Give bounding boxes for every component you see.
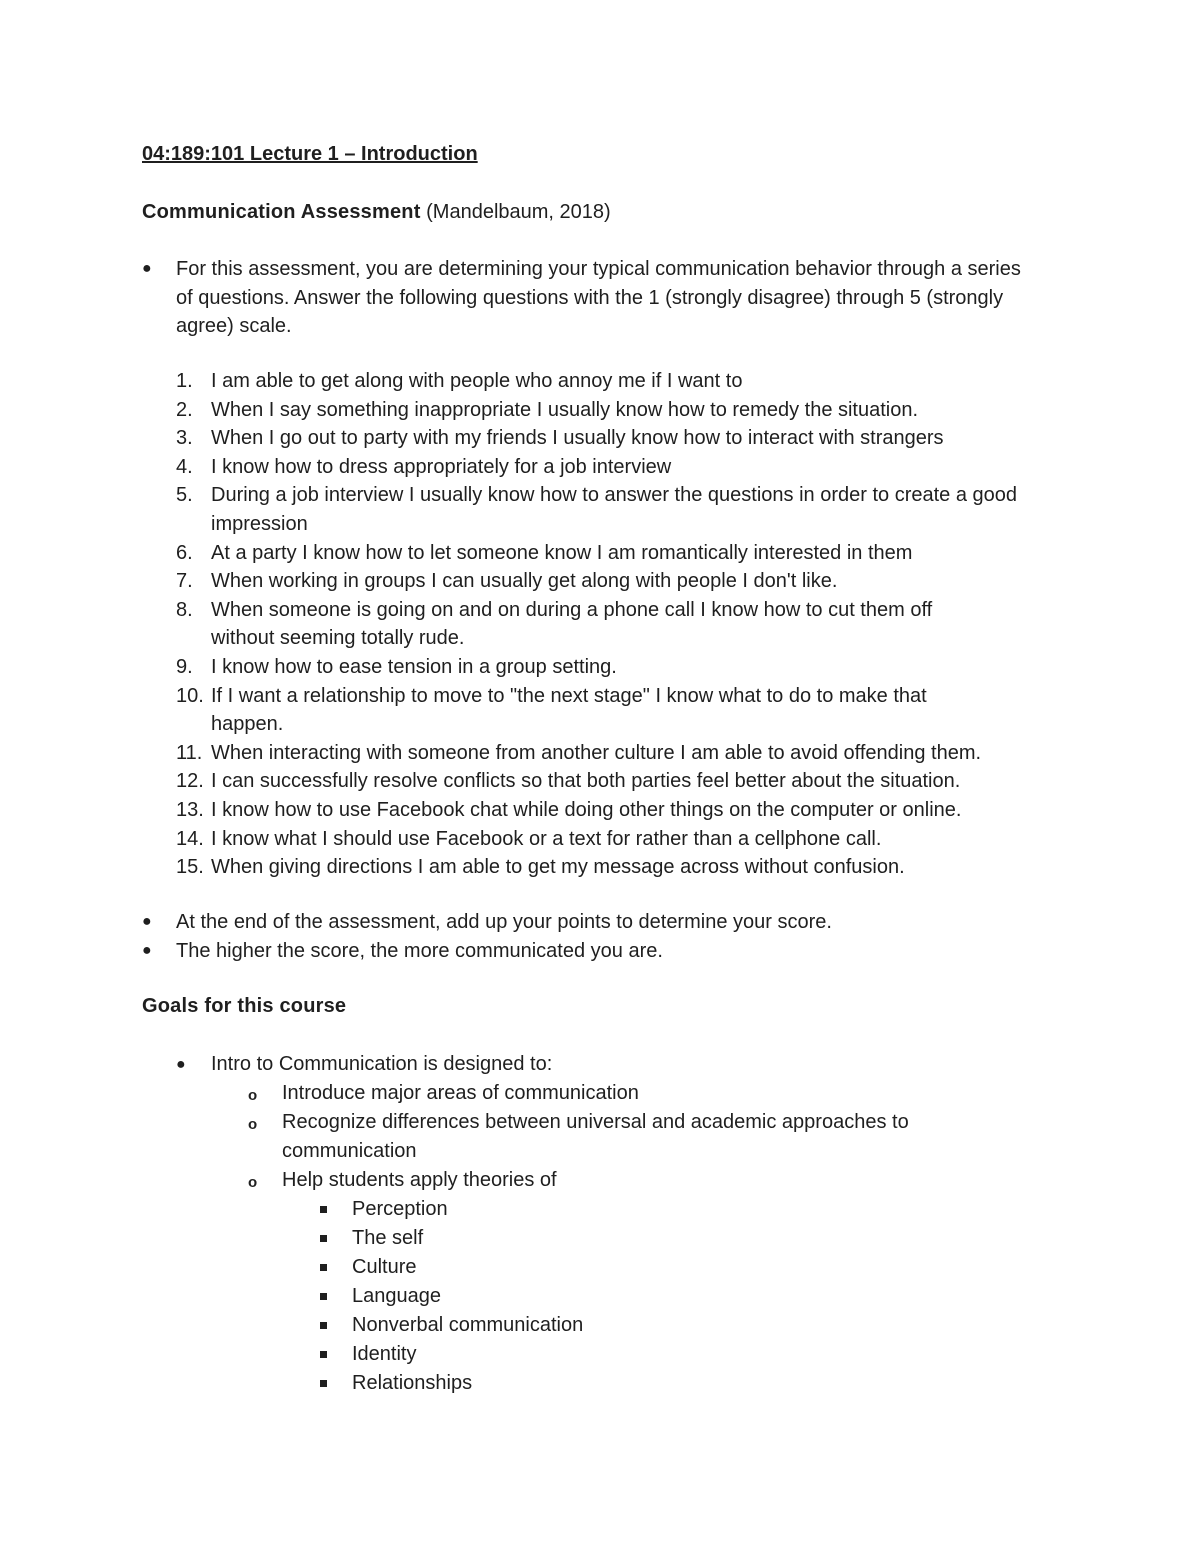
theory-text: Nonverbal communication	[352, 1314, 584, 1336]
list-item	[176, 1108, 1056, 1166]
question-number: 1.	[176, 370, 193, 392]
list-item	[142, 937, 1062, 966]
list-item	[176, 1369, 1056, 1398]
question-item	[176, 796, 1056, 825]
question-text: When working in groups I can usually get along with people I don't like.	[211, 570, 838, 593]
question-item	[176, 653, 1056, 682]
assessment-closing	[142, 908, 1062, 965]
question-number: 12.	[176, 770, 204, 793]
theory-text: The self	[352, 1227, 424, 1249]
question-number: 3.	[176, 427, 193, 450]
goals-sub-text: Help students apply theories of	[282, 1169, 557, 1191]
bullet-icon: ●	[142, 941, 152, 959]
goals-sub-text: Introduce major areas of communication	[282, 1082, 639, 1104]
theory-text: Perception	[352, 1198, 448, 1220]
question-number: 4.	[176, 455, 193, 478]
circle-bullet-icon: o	[248, 1087, 258, 1104]
question-number: 7.	[176, 570, 193, 593]
question-item	[176, 453, 1056, 482]
question-item	[176, 825, 1056, 854]
list-item	[176, 1340, 1056, 1369]
question-text: At a party I know how to let someone know I am romantically interested in them	[211, 541, 913, 564]
question-text: I know how to ease tension in a group setting.	[211, 655, 617, 678]
question-text: If I want a relationship to move to "the next stage" I know what to do to make that happen.	[211, 684, 927, 736]
question-text: During a job interview I usually know how to answer the questions in order to create a good impression	[211, 484, 1018, 535]
page-title: 04:189:101 Lecture 1 – Introduction	[142, 143, 478, 165]
question-list	[176, 367, 1056, 882]
question-text: When giving directions I am able to get my message across without confusion.	[211, 856, 905, 879]
list-item	[176, 1166, 1056, 1195]
goals-heading-text: Goals for this course	[142, 995, 347, 1017]
question-number: 15.	[176, 856, 204, 879]
bullet-icon: ●	[142, 913, 152, 930]
question-number: 10.	[176, 684, 204, 707]
list-item	[176, 1311, 1056, 1340]
question-number: 13.	[176, 798, 204, 821]
circle-bullet-icon: o	[248, 1116, 258, 1133]
question-item	[176, 682, 1056, 739]
square-bullet-icon	[320, 1264, 327, 1271]
square-bullet-icon	[320, 1351, 327, 1358]
bullet-icon: ●	[176, 1056, 186, 1073]
goals-list	[176, 1050, 1056, 1398]
question-number: 14.	[176, 827, 204, 850]
question-text: When someone is going on and on during a phone call I know how to cut them off without seeming totally rude.	[211, 598, 933, 650]
closing-text: At the end of the assessment, add up your points to determine your score.	[176, 911, 832, 933]
question-item	[176, 567, 1056, 596]
question-number: 6.	[176, 541, 193, 564]
question-item	[176, 596, 1056, 653]
question-text: I can successfully resolve conflicts so that both parties feel better about the situation.	[211, 770, 961, 793]
question-text: I know how to use Facebook chat while doing other things on the computer or online.	[211, 798, 962, 821]
question-text: When I say something inappropriate I usually know how to remedy the situation.	[211, 398, 919, 421]
question-text: When interacting with someone from another culture I am able to avoid offending them.	[211, 741, 982, 764]
question-number: 11.	[176, 741, 203, 764]
circle-bullet-icon: o	[248, 1174, 258, 1191]
question-item	[176, 396, 1056, 425]
question-number: 2.	[176, 398, 193, 421]
question-item	[176, 424, 1056, 453]
square-bullet-icon	[320, 1322, 327, 1329]
question-text: I know how to dress appropriately for a job interview	[211, 455, 672, 478]
question-number: 9.	[176, 655, 193, 678]
question-item	[176, 367, 1056, 396]
question-text: I know what I should use Facebook or a text for rather than a cellphone call.	[211, 827, 882, 850]
theory-text: Language	[352, 1285, 441, 1307]
question-item	[176, 739, 1056, 768]
question-item	[176, 767, 1056, 796]
theory-text: Culture	[352, 1256, 417, 1278]
question-item	[176, 539, 1056, 568]
assessment-intro	[142, 255, 1042, 341]
goals-heading	[142, 993, 346, 1019]
assessment-heading-bold: Communication Assessment	[142, 201, 421, 223]
question-item	[176, 481, 1056, 538]
question-number: 8.	[176, 598, 193, 621]
question-text: When I go out to party with my friends I usually know how to interact with strangers	[211, 427, 944, 450]
theory-text: Relationships	[352, 1372, 473, 1394]
list-item	[142, 255, 1042, 341]
assessment-heading-citation: (Mandelbaum, 2018)	[420, 201, 611, 223]
bullet-icon: ●	[142, 260, 152, 277]
question-item	[176, 853, 1056, 882]
list-item	[176, 1282, 1056, 1311]
square-bullet-icon	[320, 1293, 327, 1300]
list-item	[176, 1050, 1056, 1079]
goals-sub-text: Recognize differences between universal and academic approaches to communication	[282, 1111, 909, 1162]
square-bullet-icon	[320, 1380, 327, 1387]
assessment-heading	[142, 199, 611, 225]
square-bullet-icon	[320, 1206, 327, 1213]
list-item	[176, 1224, 1056, 1253]
list-item	[176, 1195, 1056, 1224]
assessment-intro-text: For this assessment, you are determining your typical communication behavior through a series of questions. Answer the following questions with the 1 (strongly disagree) through 5 (strongly agree) scale.	[176, 258, 1021, 338]
goals-main-text: Intro to Communication is designed to:	[211, 1053, 553, 1075]
list-item	[176, 1079, 1056, 1108]
square-bullet-icon	[320, 1235, 327, 1242]
list-item	[142, 908, 1062, 937]
closing-text: The higher the score, the more communicated you are.	[176, 939, 663, 962]
theory-text: Identity	[352, 1343, 417, 1365]
list-item	[176, 1253, 1056, 1282]
question-text: I am able to get along with people who annoy me if I want to	[211, 370, 743, 392]
question-number: 5.	[176, 484, 193, 507]
